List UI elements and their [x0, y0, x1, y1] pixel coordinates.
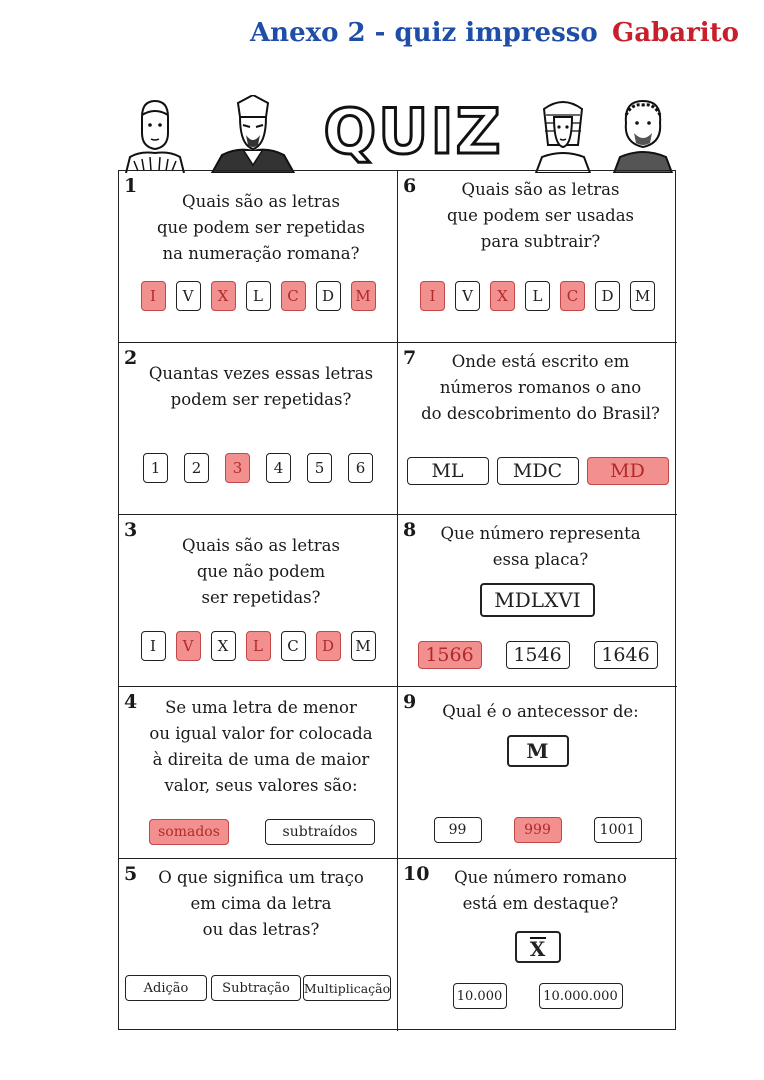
option-box[interactable]: I: [141, 631, 166, 661]
question-text: Quais são as letras que podem ser repetidas na numeração romana?: [156, 192, 366, 263]
option-box[interactable]: D: [595, 281, 620, 311]
question-number: 10: [403, 863, 430, 885]
question-number: 4: [124, 691, 138, 713]
answer-options: [119, 281, 397, 311]
question-5: [119, 859, 398, 1031]
question-6: [398, 171, 677, 343]
option-box[interactable]: MD: [587, 457, 669, 485]
answer-options: [398, 983, 677, 1009]
answer-options: [119, 453, 397, 483]
question-number: 7: [403, 347, 417, 369]
answer-options: [398, 281, 677, 311]
answer-options: [119, 819, 397, 845]
option-box[interactable]: V: [176, 281, 201, 311]
question-text: Onde está escrito em números romanos o ano do descobrimento do Brasil?: [421, 352, 660, 423]
option-box[interactable]: M: [351, 281, 376, 311]
option-box[interactable]: Adição: [125, 975, 207, 1001]
roman-plate: [515, 931, 561, 963]
question-3: [119, 515, 398, 687]
question-text: Se uma letra de menor ou igual valor for colocada à direita de uma de maior valor, seus valores são:: [149, 698, 373, 795]
option-box[interactable]: L: [246, 281, 271, 311]
option-box[interactable]: 6: [348, 453, 373, 483]
option-box[interactable]: D: [316, 631, 341, 661]
warrior-king-icon: [208, 95, 298, 173]
roman-plate: M: [507, 735, 569, 767]
question-1: [119, 171, 398, 343]
option-box[interactable]: X: [211, 631, 236, 661]
roman-soldier-icon: [120, 95, 190, 173]
option-box[interactable]: 4: [266, 453, 291, 483]
option-box[interactable]: MDC: [497, 457, 579, 485]
roman-plate-letter: X: [529, 936, 546, 961]
question-text: Quais são as letras que podem ser usadas para subtrair?: [446, 180, 635, 251]
answer-options: [398, 817, 677, 843]
plate-row: [398, 583, 677, 617]
question-7: [398, 343, 677, 515]
answer-key-label: Gabarito: [612, 18, 740, 48]
question-number: 5: [124, 863, 138, 885]
option-box[interactable]: 999: [514, 817, 562, 843]
option-box[interactable]: 5: [307, 453, 332, 483]
question-text: Que número representa essa placa?: [440, 524, 641, 569]
option-box[interactable]: C: [281, 281, 306, 311]
roman-plate: MDLXVI: [480, 583, 594, 617]
option-box[interactable]: 3: [225, 453, 250, 483]
question-number: 9: [403, 691, 417, 713]
option-box[interactable]: 10.000: [453, 983, 507, 1009]
question-text: Qual é o antecessor de:: [442, 702, 639, 721]
quiz-title: QUIZ: [323, 95, 503, 168]
option-box[interactable]: X: [211, 281, 236, 311]
option-box[interactable]: Multiplicação: [303, 975, 391, 1001]
question-9: [398, 687, 677, 859]
option-box[interactable]: 10.000.000: [539, 983, 623, 1009]
option-box[interactable]: C: [281, 631, 306, 661]
option-box[interactable]: ML: [407, 457, 489, 485]
question-text: O que significa um traço em cima da letra ou das letras?: [158, 868, 364, 939]
option-box[interactable]: V: [176, 631, 201, 661]
option-box[interactable]: 2: [184, 453, 209, 483]
pharaoh-icon: [528, 95, 598, 173]
answer-options: [398, 457, 677, 485]
answer-options: [398, 641, 677, 669]
question-number: 1: [124, 175, 138, 197]
question-number: 6: [403, 175, 417, 197]
question-4: [119, 687, 398, 859]
option-box[interactable]: 1546: [506, 641, 570, 669]
option-box[interactable]: 99: [434, 817, 482, 843]
quiz-grid: [118, 170, 676, 1030]
question-number: 3: [124, 519, 138, 541]
option-box[interactable]: D: [316, 281, 341, 311]
option-box[interactable]: Subtração: [211, 975, 301, 1001]
page-title: Anexo 2 - quiz impresso: [250, 18, 598, 48]
question-2: [119, 343, 398, 515]
option-box[interactable]: subtraídos: [265, 819, 375, 845]
option-box[interactable]: 1646: [594, 641, 658, 669]
plate-row: [398, 735, 677, 767]
answer-options: [119, 975, 397, 1001]
quiz-banner: [118, 95, 678, 173]
option-box[interactable]: V: [455, 281, 480, 311]
question-text: Que número romano está em destaque?: [454, 868, 627, 913]
philosopher-icon: [610, 95, 676, 173]
option-box[interactable]: C: [560, 281, 585, 311]
question-text: Quais são as letras que não podem ser repetidas?: [182, 536, 340, 607]
question-number: 2: [124, 347, 138, 369]
question-8: [398, 515, 677, 687]
option-box[interactable]: L: [246, 631, 271, 661]
option-box[interactable]: 1566: [418, 641, 482, 669]
answer-options: [119, 631, 397, 661]
option-box[interactable]: somados: [149, 819, 229, 845]
option-box[interactable]: I: [420, 281, 445, 311]
option-box[interactable]: 1001: [594, 817, 642, 843]
option-box[interactable]: X: [490, 281, 515, 311]
option-box[interactable]: M: [351, 631, 376, 661]
question-text: Quantas vezes essas letras podem ser repetidas?: [148, 364, 374, 409]
option-box[interactable]: I: [141, 281, 166, 311]
question-number: 8: [403, 519, 417, 541]
plate-row: [398, 931, 677, 963]
option-box[interactable]: L: [525, 281, 550, 311]
option-box[interactable]: 1: [143, 453, 168, 483]
question-10: [398, 859, 677, 1031]
option-box[interactable]: M: [630, 281, 655, 311]
